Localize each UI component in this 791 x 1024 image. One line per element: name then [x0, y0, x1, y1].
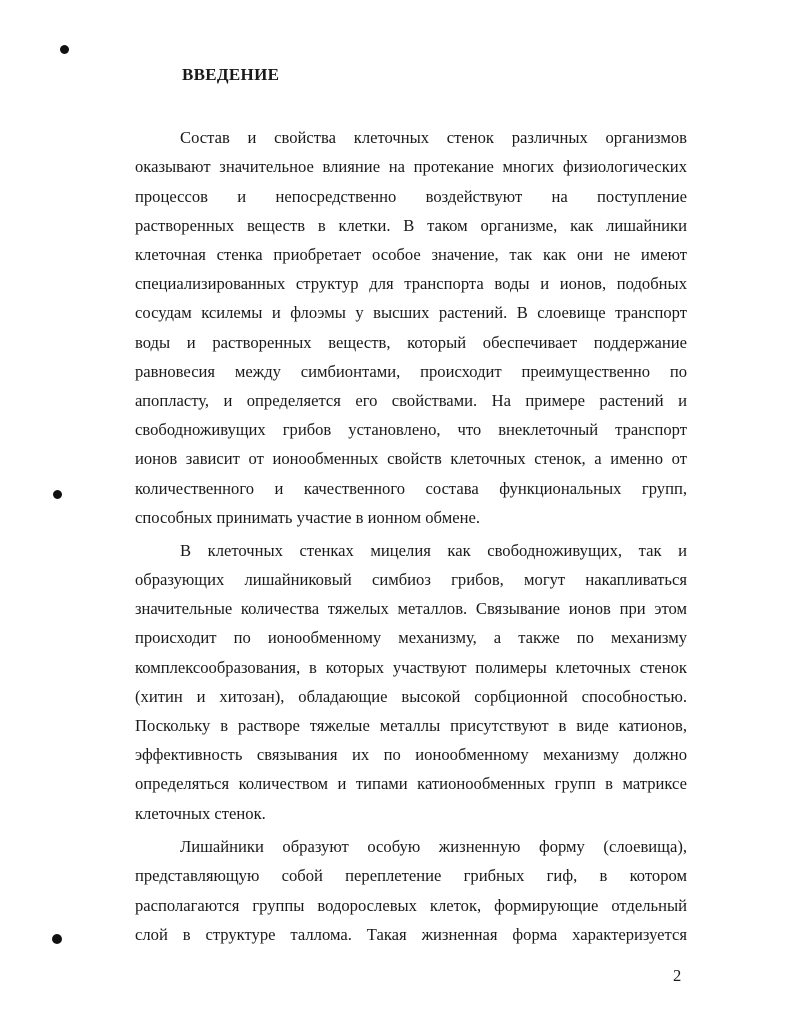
text-line: способных принимать участие в ионном обмене.: [135, 508, 481, 527]
text-line: свободноживущих грибов установлено, что внеклеточный транспорт: [135, 420, 687, 439]
text-line: располагаются группы водорослевых клеток, формирующие отдельный: [135, 896, 687, 915]
text-line: оказывают значительное влияние на протекание многих физиологических: [135, 157, 687, 176]
text-line: апопласту, и определяется его свойствами. На примере растений и: [135, 391, 687, 410]
text-line: значительные количества тяжелых металлов. Связывание ионов при этом: [135, 599, 687, 618]
text-line: равновесия между симбионтами, происходит преимущественно по: [135, 362, 687, 381]
page-heading: ВВЕДЕНИЕ: [182, 65, 280, 84]
binding-hole-dot-middle: [53, 490, 62, 499]
text-line: воды и растворенных веществ, который обеспечивает поддержание: [135, 333, 687, 352]
text-line: количественного и качественного состава функциональных групп,: [135, 479, 687, 498]
text-line: Поскольку в растворе тяжелые металлы присутствуют в виде катионов,: [135, 716, 687, 735]
text-line: (хитин и хитозан), обладающие высокой сорбционной способностью.: [135, 687, 687, 706]
text-line: специализированных структур для транспорта воды и ионов, подобных: [135, 274, 687, 293]
binding-hole-dot-top: [60, 45, 69, 54]
text-line: сосудам ксилемы и флоэмы у высших растений. В слоевище транспорт: [135, 303, 687, 322]
text-line: слой в структуре таллома. Такая жизненная форма характеризуется: [135, 925, 687, 944]
text-line: образующих лишайниковый симбиоз грибов, могут накапливаться: [135, 570, 687, 589]
text-line: Состав и свойства клеточных стенок различных организмов: [180, 128, 687, 147]
text-line: Лишайники образуют особую жизненную форму (слоевища),: [180, 837, 687, 856]
text-line: растворенных веществ в клетки. В таком организме, как лишайники: [135, 216, 687, 235]
text-line: процессов и непосредственно воздействуют на поступление: [135, 187, 687, 206]
text-line: эффективность связывания их по ионообменному механизму должно: [135, 745, 687, 764]
text-line: представляющую собой переплетение грибных гиф, в котором: [135, 866, 687, 885]
text-line: комплексообразования, в которых участвуют полимеры клеточных стенок: [135, 658, 687, 677]
text-line: клеточных стенок.: [135, 804, 266, 823]
text-line: клеточная стенка приобретает особое значение, так как они не имеют: [135, 245, 687, 264]
text-line: происходит по ионообменному механизму, а также по механизму: [135, 628, 687, 647]
text-line: ионов зависит от ионообменных свойств клеточных стенок, а именно от: [135, 449, 687, 468]
page-number: 2: [673, 966, 682, 985]
text-line: В клеточных стенках мицелия как свободноживущих, так и: [180, 541, 687, 560]
binding-hole-dot-bottom: [52, 934, 62, 944]
text-line: определяться количеством и типами катионообменных групп в матриксе: [135, 774, 687, 793]
